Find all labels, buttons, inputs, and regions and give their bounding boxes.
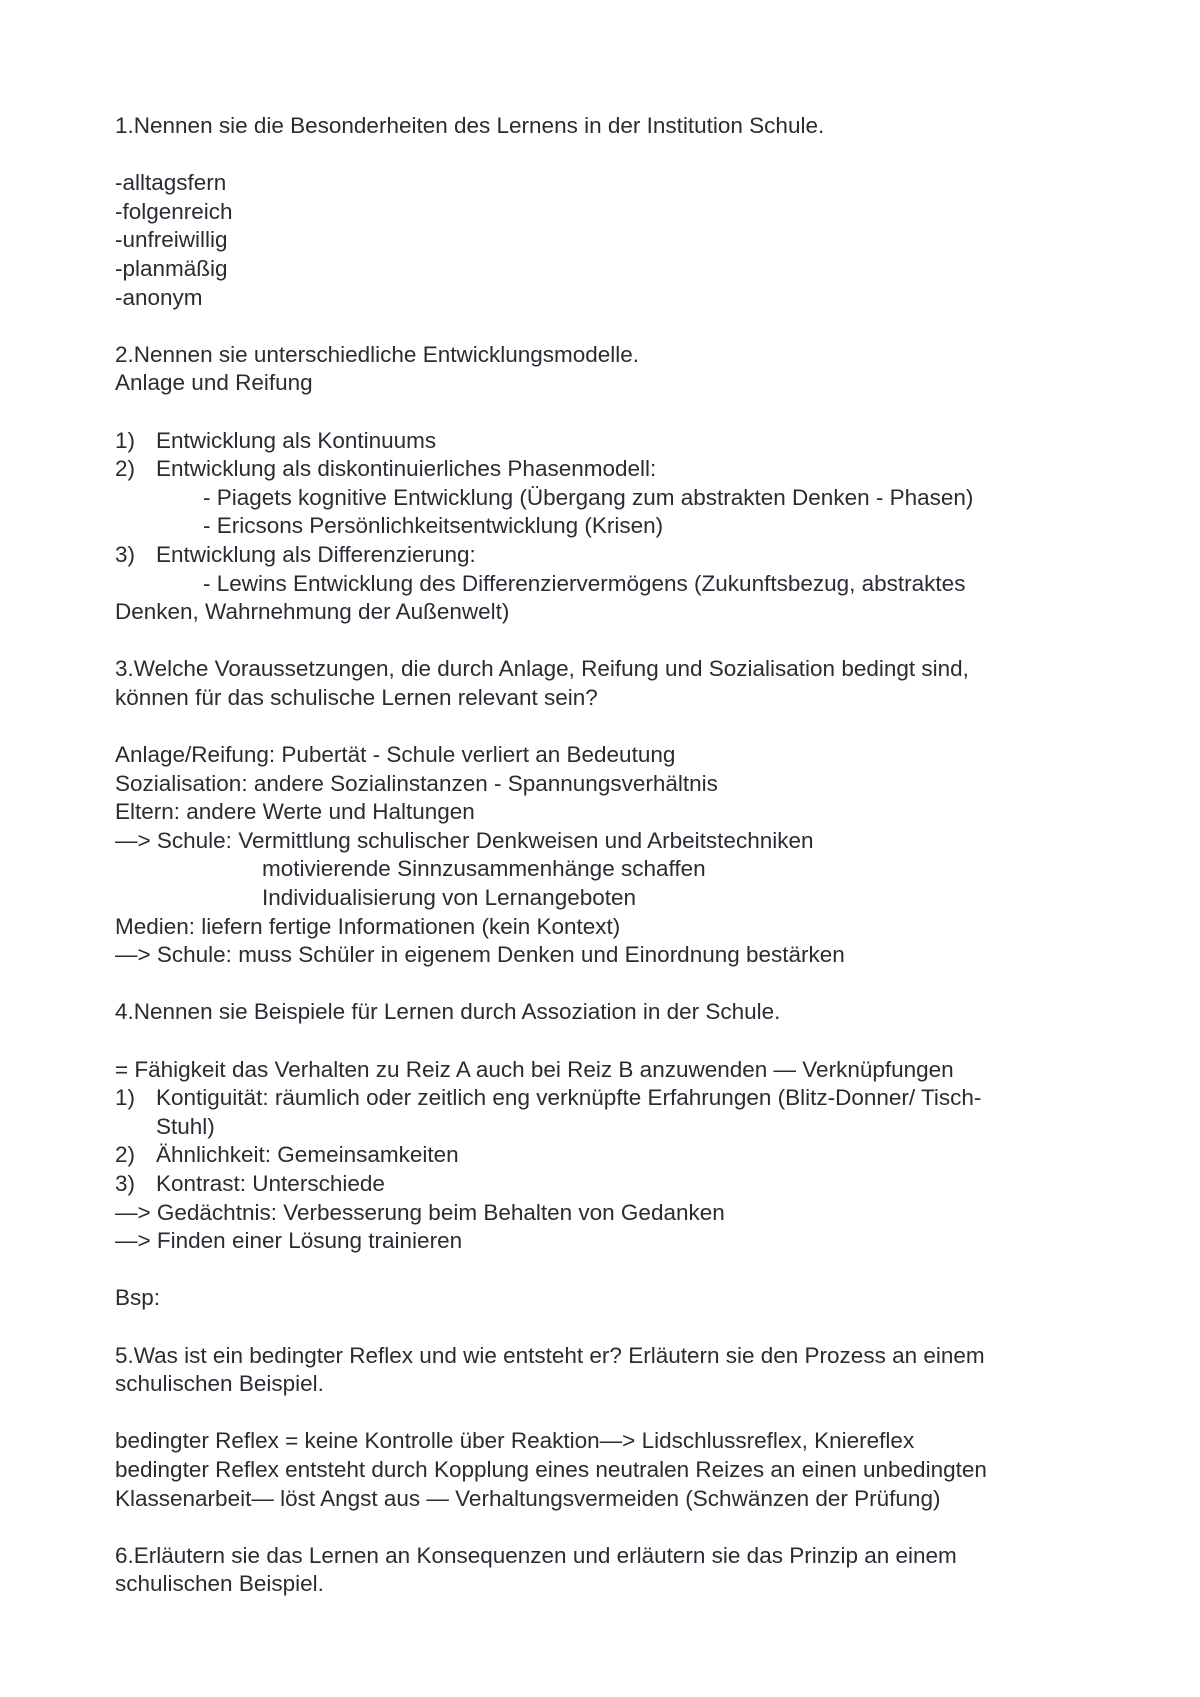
q1-item: -anonym: [115, 284, 203, 310]
list-number: 2): [115, 1142, 136, 1168]
q5-line: bedingter Reflex = keine Kontrolle über Reaktion—> Lidschlussreflex, Kniereflex: [115, 1428, 915, 1454]
q4-effect: —> Gedächtnis: Verbesserung beim Behalten von Gedanken: [115, 1199, 725, 1225]
q2-model-item: [115, 541, 1075, 570]
spacer: [115, 1027, 1075, 1056]
q3-title-continuation: können für das schulische Lernen relevant sein?: [115, 684, 598, 710]
q5-line: bedingter Reflex entsteht durch Kopplung eines neutralen Reizes an einen unbedingten: [115, 1456, 987, 1482]
q1-item: -alltagsfern: [115, 170, 227, 196]
spacer: [115, 1313, 1075, 1342]
q4-example-label: Bsp:: [115, 1285, 161, 1311]
q2-model-item: [115, 455, 1075, 484]
q4-title: 4.Nennen sie Beispiele für Lernen durch Assoziation in der Schule.: [115, 999, 781, 1025]
q3-indented-line: Individualisierung von Lernangeboten: [262, 885, 637, 911]
q3-line: Sozialisation: andere Sozialinstanzen - Spannungsverhältnis: [115, 770, 718, 796]
q1-item: -unfreiwillig: [115, 227, 228, 253]
q2-intro: Anlage und Reifung: [115, 370, 313, 396]
q2-sub-item: - Lewins Entwicklung des Differenziervermögens (Zukunftsbezug, abstraktes: [203, 570, 966, 596]
q3-line: Medien: liefern fertige Informationen (kein Kontext): [115, 913, 621, 939]
q5-title: 5.Was ist ein bedingter Reflex und wie entsteht er? Erläutern sie den Prozess an einem: [115, 1342, 985, 1368]
spacer: [115, 1399, 1075, 1428]
spacer: [115, 141, 1075, 170]
q4-list-item: [115, 1084, 1075, 1113]
list-text: Entwicklung als diskontinuierliches Phasenmodell:: [156, 456, 657, 482]
q3-line: —> Schule: Vermittlung schulischer Denkweisen und Arbeitstechniken: [115, 827, 814, 853]
q5-title-continuation: schulischen Beispiel.: [115, 1371, 324, 1397]
q2-sub-item: - Piagets kognitive Entwicklung (Übergang zum abstrakten Denken - Phasen): [203, 484, 974, 510]
list-text: Kontiguität: räumlich oder zeitlich eng verknüpfte Erfahrungen (Blitz-Donner/ Tisch-: [156, 1085, 982, 1111]
q4-list-item: [115, 1170, 1075, 1199]
list-number: 3): [115, 1170, 136, 1196]
q5-line: Klassenarbeit— löst Angst aus — Verhaltungsvermeiden (Schwänzen der Prüfung): [115, 1485, 941, 1511]
spacer: [115, 1256, 1075, 1285]
q3-line: —> Schule: muss Schüler in eigenem Denken und Einordnung bestärken: [115, 942, 845, 968]
q4-list-item: [115, 1141, 1075, 1170]
list-number: 2): [115, 456, 136, 482]
q4-definition: = Fähigkeit das Verhalten zu Reiz A auch bei Reiz B anzuwenden — Verknüpfungen: [115, 1056, 954, 1082]
q1-item: -planmäßig: [115, 255, 228, 281]
q1-item: -folgenreich: [115, 198, 233, 224]
list-text: Ähnlichkeit: Gemeinsamkeiten: [156, 1142, 459, 1168]
list-number: 1): [115, 1085, 136, 1111]
spacer: [115, 398, 1075, 427]
spacer: [115, 712, 1075, 741]
q6-title-continuation: schulischen Beispiel.: [115, 1571, 324, 1597]
q3-indented-line: motivierende Sinnzusammenhänge schaffen: [262, 856, 706, 882]
list-text: Stuhl): [156, 1113, 215, 1139]
q3-line: Anlage/Reifung: Pubertät - Schule verliert an Bedeutung: [115, 742, 676, 768]
q2-sub-item: - Ericsons Persönlichkeitsentwicklung (Krisen): [203, 513, 664, 539]
spacer: [115, 312, 1075, 341]
list-number: 3): [115, 541, 136, 567]
spacer: [115, 1513, 1075, 1542]
q2-model-item: [115, 427, 1075, 456]
q1-title: 1.Nennen sie die Besonderheiten des Lernens in der Institution Schule.: [115, 113, 825, 138]
q2-sub-item-continuation: Denken, Wahrnehmung der Außenwelt): [115, 599, 510, 625]
q4-effect: —> Finden einer Lösung trainieren: [115, 1228, 463, 1254]
list-text: Entwicklung als Differenzierung:: [156, 541, 476, 567]
q6-title: 6.Erläutern sie das Lernen an Konsequenzen und erläutern sie das Prinzip an einem: [115, 1542, 957, 1568]
document-body: [115, 112, 1075, 1599]
list-text: Kontrast: Unterschiede: [156, 1170, 385, 1196]
list-number: 1): [115, 427, 136, 453]
q3-line: Eltern: andere Werte und Haltungen: [115, 799, 475, 825]
q4-list-item-continuation: [115, 1113, 1075, 1142]
q2-title: 2.Nennen sie unterschiedliche Entwicklungsmodelle.: [115, 341, 640, 367]
spacer: [115, 970, 1075, 999]
list-text: Entwicklung als Kontinuums: [156, 427, 437, 453]
q3-title: 3.Welche Voraussetzungen, die durch Anlage, Reifung und Sozialisation bedingt sind,: [115, 656, 969, 682]
spacer: [115, 627, 1075, 656]
